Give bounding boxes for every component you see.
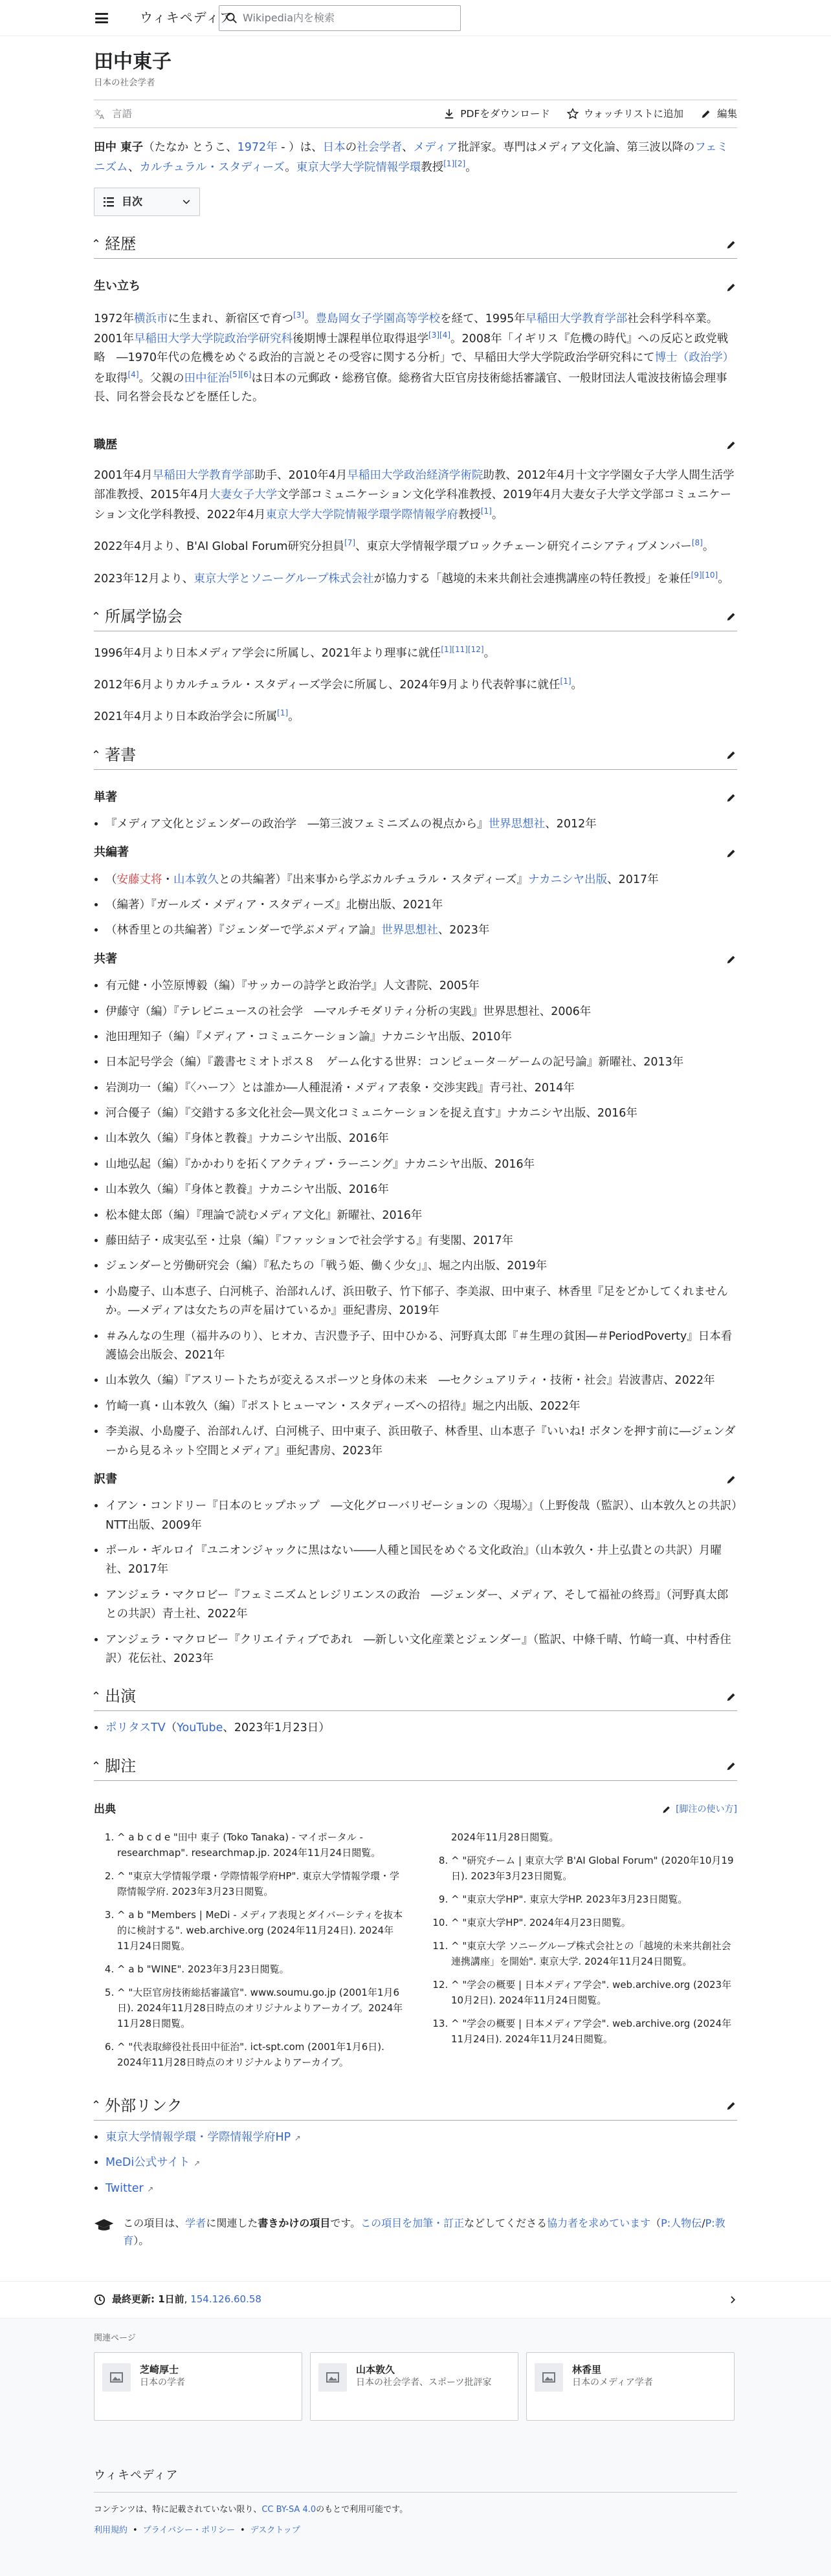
external-link[interactable]: Twitter xyxy=(105,2181,144,2195)
refs-help-link[interactable] xyxy=(661,1802,737,1818)
top-header xyxy=(0,0,831,36)
footnote-ref[interactable]: [4] xyxy=(127,369,139,379)
link[interactable]: 早稲田大学教育学部 xyxy=(525,312,628,325)
reference-item: 2. ^ "東京大学情報学環・学際情報学府HP". 東京大学情報学環・学際情報学府. 2023年3月23日閲覧。 xyxy=(117,1868,403,1899)
page-title: 田中東子 xyxy=(94,50,172,73)
external-link[interactable]: MeDi公式サイト xyxy=(105,2156,190,2170)
list-item: • ＃みんなの生理（福井みのり）、ヒオカ、吉沢豊予子、田中ひかる、河野真太郎『＃生理の貧困―＃PeriodPoverty』日本看護協会出版会、2021年 xyxy=(105,1327,737,1366)
download-pdf-label: PDFをダウンロード xyxy=(460,107,550,120)
subsection-jobs xyxy=(94,435,737,455)
license-text xyxy=(94,2503,737,2517)
text: 2021年4月より日本政治学会に所属 xyxy=(94,710,278,724)
language-button[interactable] xyxy=(94,105,132,122)
coedit-list xyxy=(94,871,737,941)
star-icon xyxy=(567,108,579,120)
text: （林香里との共編著）『ジェンダーで学ぶメディア論』 xyxy=(105,924,382,937)
svg-text:文: 文 xyxy=(94,108,101,117)
external-link-icon: ↗ xyxy=(294,2133,301,2143)
single-list xyxy=(94,815,737,834)
external-link-icon: ↗ xyxy=(147,2184,154,2194)
image-placeholder-icon xyxy=(535,2363,563,2392)
related-card[interactable] xyxy=(310,2352,518,2421)
text: 。 xyxy=(304,312,316,325)
download-icon xyxy=(443,108,455,120)
footnote-ref[interactable]: [1] xyxy=(480,507,492,516)
lead-paragraph xyxy=(94,138,737,178)
list-item: • 河合優子（編）『交錯する多文化社会―異文化コミュニケーションを捉え直す』ナカニシヤ出版、2016年 xyxy=(105,1104,737,1123)
related-card-desc: 日本のメディア学者 xyxy=(572,2377,653,2388)
image-placeholder-icon xyxy=(102,2363,131,2392)
link[interactable]: P:教育 xyxy=(123,2216,726,2247)
text: 2012年6月よりカルチュラル・スタディーズ学会に所属し、2024年9月より代表幹事に就任 xyxy=(94,679,560,692)
toc-icon xyxy=(102,195,115,208)
external-links-list xyxy=(94,2128,737,2198)
subsection-single xyxy=(94,788,737,807)
lead-text: 。 xyxy=(285,160,296,174)
reference-item: 9. ^ "東京大学HP". 東京大学HP. 2023年3月23日閲覧。 xyxy=(451,1892,737,1907)
lead-text: の xyxy=(345,140,357,154)
references-left xyxy=(94,1829,403,2078)
list-item xyxy=(105,2128,737,2147)
edit-section-icon[interactable] xyxy=(726,2100,737,2112)
list-item: • アンジェラ・マクロビー『フェミニズムとレジリエンスの政治 ―ジェンダー、メディア、そして福祉の終焉』（河野真太郎との共訳）青土社、2022年 xyxy=(105,1586,737,1624)
last-modified-bar[interactable]: 最終更新: 1日前 , 154.126.60.58 xyxy=(0,2281,831,2319)
section-heading: 出演 xyxy=(105,1687,137,1706)
text: のもとで利用可能です。 xyxy=(316,2504,408,2515)
related-card-desc: 日本の社会学者、スポーツ批評家 xyxy=(356,2377,492,2388)
toc-button[interactable] xyxy=(94,188,200,216)
edit-section-icon[interactable] xyxy=(726,792,737,803)
link[interactable]: 世界思想社 xyxy=(381,924,438,937)
text: 書きかけの項目 xyxy=(258,2216,331,2229)
list-item: • 山地弘起（編）『かかわりを拓くアクティブ・ラーニング』ナカニシヤ出版、2016年 xyxy=(105,1155,737,1174)
edit-section-icon[interactable] xyxy=(726,239,737,250)
footnote-ref[interactable]: [1] xyxy=(277,708,289,718)
related-card-desc: 日本の学者 xyxy=(140,2377,185,2388)
edit-section-icon[interactable] xyxy=(726,847,737,859)
footnote-ref[interactable]: [5][6] xyxy=(229,369,252,379)
jobs-paragraph-1 xyxy=(94,466,737,525)
related-card[interactable] xyxy=(94,2352,302,2421)
stub-notice xyxy=(94,2215,737,2250)
text: 。父親の xyxy=(138,371,184,385)
subsection-heading: 共著 xyxy=(94,952,117,966)
footer-brand: ウィキペディア xyxy=(94,2468,179,2482)
link-iii[interactable]: 東京大学大学院情報学環 xyxy=(296,160,421,174)
section-appearances[interactable] xyxy=(91,1686,737,1711)
lead-text: （たなか とうこ、 xyxy=(143,140,238,154)
section-works[interactable] xyxy=(91,745,737,770)
section-heading: 脚注 xyxy=(105,1756,137,1775)
collapse-icon: ⌃ xyxy=(91,2099,102,2113)
footnote-ref[interactable]: [1] xyxy=(560,677,571,686)
link[interactable]: 博士（政治学） xyxy=(654,351,735,365)
list-item: • 藤田結子・成実弘至・辻泉（編）『ファッションで社会学する』有斐閣、2017年 xyxy=(105,1232,737,1250)
list-item xyxy=(105,2179,737,2198)
subsection-youth xyxy=(94,277,737,296)
subsection-heading: 出典 xyxy=(94,1803,116,1817)
youth-paragraph xyxy=(94,309,737,407)
image-placeholder-icon xyxy=(318,2363,347,2392)
list-item: • 山本敦久（編）『身体と教養』ナカニシヤ出版、2016年 xyxy=(105,1130,737,1148)
subsection-heading: 生い立ち xyxy=(94,279,140,294)
footnote-ref[interactable]: [1][11][12] xyxy=(441,645,484,654)
text: に生まれ、新宿区で育つ xyxy=(168,312,294,325)
text: 助教、2012年4月十文字学園女子大学人間生活学部准教授、2015年4月 xyxy=(94,469,735,501)
reference-item: 12. ^ "学会の概要 | 日本メディア学会". web.archive.org (2023年10月2日). 2024年11月24日閲覧。 xyxy=(451,1977,737,2008)
footer-links xyxy=(94,2524,737,2538)
list-item: • 松本健太郎（編）『理論で読むメディア文化』新曜社、2016年 xyxy=(105,1206,737,1225)
text: 2023年12月より、 xyxy=(94,572,194,585)
text: （ xyxy=(650,2216,661,2229)
footer xyxy=(0,2421,831,2576)
section-heading: 所属学協会 xyxy=(105,607,183,626)
list-item: • イアン・コンドリー『日本のヒップホップ ―文化グローバリゼーションの〈現場〉』（上野俊哉（監訳）、山本敦久との共訳）NTT出版、2009年 xyxy=(105,1497,737,1535)
list-item: • 竹崎一真・山本敦久（編）『ポストヒューマン・スタディーズへの招待』堀之内出版、2022年 xyxy=(105,1397,737,1416)
section-external-links[interactable] xyxy=(91,2096,737,2121)
link-cultural-studies[interactable]: カルチュラル・スタディーズ xyxy=(139,160,285,174)
list-item: • 李美淑、小島慶子、治部れんげ、白河桃子、田中東子、浜田敬子、林香里、山本恵子『いいね! ボタンを押す前に―ジェンダーから見るネット空間とメディア』亜紀書房、2023年 xyxy=(105,1423,737,1461)
text: 助手、2010年4月 xyxy=(254,469,348,483)
external-link-icon: ↗ xyxy=(194,2159,201,2168)
edit-label: 編集 xyxy=(716,107,737,120)
society-2 xyxy=(94,675,737,695)
link[interactable]: 豊島岡女子学園高等学校 xyxy=(315,312,441,325)
list-item xyxy=(105,896,737,915)
license-link[interactable]: CC BY-SA 4.0 xyxy=(261,2504,316,2515)
link[interactable]: 早稲田大学大学院政治学研究科 xyxy=(134,332,293,345)
text: 。 xyxy=(571,679,583,692)
text: 社会科学科卒業。2001年 xyxy=(94,312,718,345)
separator: • xyxy=(133,2525,138,2535)
subsection-coauthor xyxy=(94,950,737,969)
related-card-title: 山本敦久 xyxy=(356,2363,395,2375)
reference-item: 4. ^ a b "WINE". 2023年3月23日閲覧。 xyxy=(117,1961,403,1977)
list-item: • アンジェラ・マクロビー『クリエイティブであれ ―新しい文化産業とジェンダー』（監訳、中條千晴、竹崎一真、中村香住訳）花伝社、2023年 xyxy=(105,1631,737,1669)
footer-link-privacy[interactable]: プライバシー・ポリシー xyxy=(142,2525,236,2535)
text: 『メディア文化とジェンダーの政治学 ―第三波フェミニズムの視点から』 xyxy=(105,818,489,831)
text: を取得 xyxy=(94,371,128,385)
link[interactable]: 学者 xyxy=(185,2216,206,2229)
article xyxy=(91,49,737,2250)
lead-name: 田中 東子 xyxy=(94,140,144,154)
link[interactable]: この項目を加筆・訂正 xyxy=(360,2216,465,2229)
text: 。 xyxy=(288,710,300,724)
link[interactable]: 早稲田大学教育学部 xyxy=(152,469,255,483)
text: 。 xyxy=(702,540,715,554)
text: ・ xyxy=(162,873,173,886)
appearances-list xyxy=(94,1719,737,1738)
text: / xyxy=(702,2216,705,2229)
text: 、2017年 xyxy=(607,873,659,886)
jobs-paragraph-2 xyxy=(94,536,737,556)
text: 1972年 xyxy=(94,312,135,325)
section-career[interactable] xyxy=(91,234,737,259)
lead-text: 。 xyxy=(465,160,477,174)
reference-item: 13. ^ "学会の概要 | 日本メディア学会". web.archive.org (2024年11月24日). 2024年11月24日閲覧。 xyxy=(451,2016,737,2047)
society-1 xyxy=(94,643,737,663)
page-subtitle: 日本の社会学者 xyxy=(94,78,155,88)
link[interactable]: 安藤丈将 xyxy=(116,873,162,886)
text: に関連した xyxy=(206,2216,258,2229)
external-link[interactable]: 東京大学情報学環・学際情報学府HP xyxy=(105,2130,291,2144)
link[interactable]: 世界思想社 xyxy=(488,818,546,831)
collapse-icon: ⌃ xyxy=(91,1759,102,1773)
text: 文学部コミュニケーション文化学科准教授、2019年4月大妻女子大学文学部コミュニケーション文化学科教授、2022年4月 xyxy=(94,488,731,521)
page-footer-area xyxy=(0,2281,831,2576)
jobs-paragraph-3 xyxy=(94,569,737,589)
edit-section-icon[interactable] xyxy=(726,954,737,965)
collapse-icon: ⌃ xyxy=(91,237,102,252)
footnote-ref[interactable]: [3] xyxy=(293,310,305,320)
lead-text: - ）は、 xyxy=(277,140,323,154)
text: は日本の元郵政・総務官僚。総務省大臣官房技術総括審議官、一般財団法人電波技術協会理事長、同名誉会長などを歴任した。 xyxy=(94,371,727,404)
text: 1996年4月より日本メディア学会に所属し、2021年より理事に就任 xyxy=(94,646,441,660)
subsection-heading: 訳書 xyxy=(94,1472,117,1486)
link[interactable]: 大妻女子大学 xyxy=(209,488,278,501)
footnote-ref[interactable]: [7] xyxy=(344,538,356,548)
reference-continuation: 2024年11月28日閲覧。 xyxy=(451,1831,559,1843)
list-item: • 池田理知子（編）『メディア・コミュニケーション論』ナカニシヤ出版、2010年 xyxy=(105,1028,737,1047)
stub-text xyxy=(123,2215,737,2250)
chevron-right-icon xyxy=(728,2295,737,2304)
text: 。 xyxy=(491,508,504,521)
list-item: • ジェンダーと労働研究会（編）『私たちの「戦う姫、働く少女」』、堀之内出版、2019年 xyxy=(105,1257,737,1276)
watchlist-label: ウォッチリストに追加 xyxy=(583,107,683,120)
section-heading: 外部リンク xyxy=(105,2096,183,2115)
footnote-ref[interactable]: [1][2] xyxy=(443,159,466,169)
list-item xyxy=(105,2154,737,2172)
subsection-heading: 共編著 xyxy=(94,846,129,860)
list-item xyxy=(105,815,737,834)
language-label: 言語 xyxy=(112,107,133,120)
translation-list xyxy=(94,1497,737,1668)
search-placeholder: Wikipedia内を検索 xyxy=(243,11,335,24)
edit-section-icon[interactable] xyxy=(726,1760,737,1772)
text: 、2012年 xyxy=(545,818,597,831)
search-icon xyxy=(226,12,238,24)
reference-item: 10. ^ "東京大学HP". 2024年4月23日閲覧。 xyxy=(451,1915,737,1930)
text: を経て、1995年 xyxy=(440,312,526,325)
reference-item: 11. ^ "東京大学 ソニーグループ株式会社との「越境的未来共創社会連携講座」を開始". 東京大学. 2024年11月24日閲覧。 xyxy=(451,1938,737,1969)
text: （ xyxy=(165,1721,177,1735)
list-item: • 伊藤守（編）『テレビニュースの社会学 ―マルチモダリティ分析の実践』世界思想社、2006年 xyxy=(105,1003,737,1021)
subsection-coedit xyxy=(94,843,737,862)
reference-item: 3. ^ a b "Members | MeDi - メディア表現とダイバーシティを抜本的に検討する". web.archive.org (2024年11月24日). 2024年11月24日閲覧。 xyxy=(117,1907,403,1954)
text: （編著）『ガールズ・メディア・スタディーズ』北樹出版、2021年 xyxy=(105,899,443,912)
last-modified-label: 最終更新: 1日前 xyxy=(112,2293,184,2306)
footnote-ref[interactable]: [9][10] xyxy=(691,570,718,580)
section-notes[interactable] xyxy=(91,1756,737,1781)
text: この項目は、 xyxy=(123,2216,186,2229)
list-item: • 日本記号学会（編）『叢書セミオトポス８ ゲーム化する世界：コンピュータ－ゲームの記号論』新曜社、2013年 xyxy=(105,1053,737,1072)
edit-button[interactable] xyxy=(700,105,737,122)
references xyxy=(94,1829,737,2078)
references-right xyxy=(428,1829,737,2078)
lead-text: 批評家。専門はメディア文化論、第三波以降の xyxy=(458,140,695,154)
text: 、2023年 xyxy=(438,924,490,937)
related-card-title: 林香里 xyxy=(572,2363,602,2375)
lead-text: 、 xyxy=(402,140,414,154)
list-item: • 山本敦久（編）『アスリートたちが変えるスポーツと身体の未来 ―セクシュアリティ・技術・社会』岩波書店、2022年 xyxy=(105,1371,737,1390)
link-feminism[interactable]: フェミニズム xyxy=(94,140,728,174)
subsection-heading: 職歴 xyxy=(94,438,117,452)
edit-section-icon[interactable] xyxy=(726,281,737,293)
link[interactable]: 田中征治 xyxy=(184,371,230,385)
text: 2022年4月より、B'AI Global Forum研究分担員 xyxy=(94,540,345,554)
related-card[interactable] xyxy=(526,2352,735,2421)
text: です。 xyxy=(330,2216,361,2229)
section-heading: 著書 xyxy=(105,745,137,764)
footnote-ref[interactable]: [3][4] xyxy=(428,330,451,340)
edit-section-icon[interactable] xyxy=(726,439,737,451)
link-japan[interactable]: 日本 xyxy=(322,140,346,154)
text: （ xyxy=(105,873,117,886)
main-menu-button[interactable] xyxy=(94,11,109,25)
text: ）。 xyxy=(133,2234,150,2247)
link[interactable]: 早稲田大学政治経済学術院 xyxy=(347,469,483,483)
text: 後期博士課程単位取得退学 xyxy=(293,332,429,345)
link[interactable]: ポリタスTV xyxy=(105,1721,166,1735)
search-input[interactable] xyxy=(219,5,461,31)
related-card-title: 芝崎厚士 xyxy=(140,2363,179,2375)
subsection-translation xyxy=(94,1470,737,1489)
coauthor-list xyxy=(94,977,737,1461)
reference-item: 5. ^ "大臣官房技術総括審議官". www.soumu.go.jp (2001年1月6日). 2024年11月28日時点のオリジナルよりアーカイブ。2024年11月28日閲覧。 xyxy=(117,1985,403,2031)
text: などしてくださる xyxy=(464,2216,548,2229)
reference-item: 1. ^ a b c d e "田中 東子 (Toko Tanaka) - マイポータル - researchmap". researchmap.jp. 2024年11月24日閲覧。 xyxy=(117,1829,403,1861)
collapse-icon: ⌃ xyxy=(91,609,102,624)
watchlist-button[interactable] xyxy=(567,105,683,122)
text: 。 xyxy=(718,572,729,585)
link[interactable]: 横浜市 xyxy=(134,312,168,325)
subsection-heading: 単著 xyxy=(94,790,117,804)
reference-item: 6. ^ "代表取締役社長田中征治". ict-spt.com (2001年1月6日). 2024年11月28日時点のオリジナルよりアーカイブ。 xyxy=(117,2039,403,2070)
section-societies[interactable] xyxy=(91,607,737,631)
toc-label: 目次 xyxy=(122,195,143,208)
related-title: 関連ページ xyxy=(94,2333,136,2343)
footnote-ref[interactable]: [8] xyxy=(691,538,703,548)
page-toolbar xyxy=(94,100,737,128)
download-pdf-button[interactable] xyxy=(443,105,550,122)
edit-section-icon[interactable] xyxy=(726,749,737,761)
society-3 xyxy=(94,706,737,726)
text: コンテンツは、特に記載されていない限り、 xyxy=(94,2504,262,2515)
link[interactable]: 山本敦久 xyxy=(173,873,219,886)
text: 、東京大学情報学環ブロックチェーン研究イニシアティブメンバー xyxy=(355,540,692,554)
list-item xyxy=(105,1719,737,1738)
list-item xyxy=(105,921,737,940)
text: 2001年4月 xyxy=(94,469,153,483)
list-item: • 小島慶子、山本恵子、白河桃子、治部れんげ、浜田敬子、竹下郁子、李美淑、田中東子、林香里『足をどかしてくれませんか。―メディアは女たちの声を届けているか』亜紀書房、2019年 xyxy=(105,1283,737,1321)
edit-section-icon[interactable] xyxy=(726,1474,737,1485)
link[interactable]: YouTube xyxy=(177,1721,223,1735)
svg-text:A: A xyxy=(100,113,104,120)
language-icon xyxy=(94,107,107,120)
text: 教授 xyxy=(458,508,481,521)
collapse-icon: ⌃ xyxy=(91,1690,102,1704)
chevron-down-icon xyxy=(181,197,192,207)
link-sociologist[interactable]: 社会学者 xyxy=(357,140,403,154)
link[interactable]: 協力者を求めています xyxy=(547,2216,651,2229)
text: 。 xyxy=(483,646,496,660)
link[interactable]: 東京大学とソニーグループ株式会社 xyxy=(194,572,374,585)
text: との共編著）『出来事から学ぶカルチュラル・スタディーズ』 xyxy=(219,873,528,886)
pencil-icon xyxy=(700,108,712,120)
subsection-sources xyxy=(94,1800,737,1819)
list-item: • 有元健・小笠原博毅（編）『サッカーの詩学と政治学』人文書院、2005年 xyxy=(105,977,737,996)
edit-section-icon[interactable] xyxy=(726,1691,737,1703)
separator: • xyxy=(240,2525,245,2535)
lead-text: 、 xyxy=(128,160,140,174)
text: 。2008年「イギリス『危機の時代』への反応と政党戦略 ―1970年代の危機をめぐる政治的言説とその受容に関する分析」で、早稲田大学大学院政治学研究科にて xyxy=(94,332,729,365)
refs-help-label: [脚注の使い方] xyxy=(676,1804,737,1815)
list-item: • 岩渕功一（編）『〈ハーフ〉とは誰か―人種混淆・メディア表象・交渉実践』青弓社、2014年 xyxy=(105,1079,737,1098)
list-item xyxy=(105,871,737,890)
list-item: • 山本敦久（編）『身体と教養』ナカニシヤ出版、2016年 xyxy=(105,1181,737,1199)
link[interactable]: ナカニシヤ出版 xyxy=(527,873,608,886)
pencil-icon xyxy=(661,1804,672,1815)
related-pages xyxy=(0,2319,831,2421)
link[interactable]: P:人物伝 xyxy=(661,2216,702,2229)
lead-text: 教授 xyxy=(421,160,444,174)
mortarboard-icon xyxy=(94,2218,114,2232)
reference-item: 8. ^ "研究チーム | 東京大学 B'AI Global Forum" (2020年10月19日). 2023年3月23日閲覧。 xyxy=(451,1853,737,1884)
last-modified-user[interactable]: 154.126.60.58 xyxy=(190,2293,261,2306)
related-cards xyxy=(94,2352,737,2421)
link-year[interactable]: 1972年 xyxy=(237,140,278,154)
edit-section-icon[interactable] xyxy=(726,611,737,622)
link[interactable]: 東京大学大学院情報学環学際情報学府 xyxy=(265,508,458,521)
site-logo[interactable]: ウィキペディア xyxy=(140,10,234,25)
footer-link-desktop[interactable]: デスクトップ xyxy=(250,2525,300,2535)
link-media[interactable]: メディア xyxy=(413,140,458,154)
footer-link-terms[interactable]: 利用規約 xyxy=(94,2525,128,2535)
section-heading: 経歴 xyxy=(105,235,137,254)
collapse-icon: ⌃ xyxy=(91,748,102,762)
clock-icon xyxy=(94,2294,105,2306)
list-item: • ポール・ギルロイ『ユニオンジャックに黒はない――人種と国民をめぐる文化政治』（山本敦久・井上弘貴との共訳）月曜社、2017年 xyxy=(105,1542,737,1580)
text: 、2023年1月23日） xyxy=(223,1721,330,1735)
text: が協力する「越境的未来共創社会連携講座の特任教授」を兼任 xyxy=(373,572,691,585)
